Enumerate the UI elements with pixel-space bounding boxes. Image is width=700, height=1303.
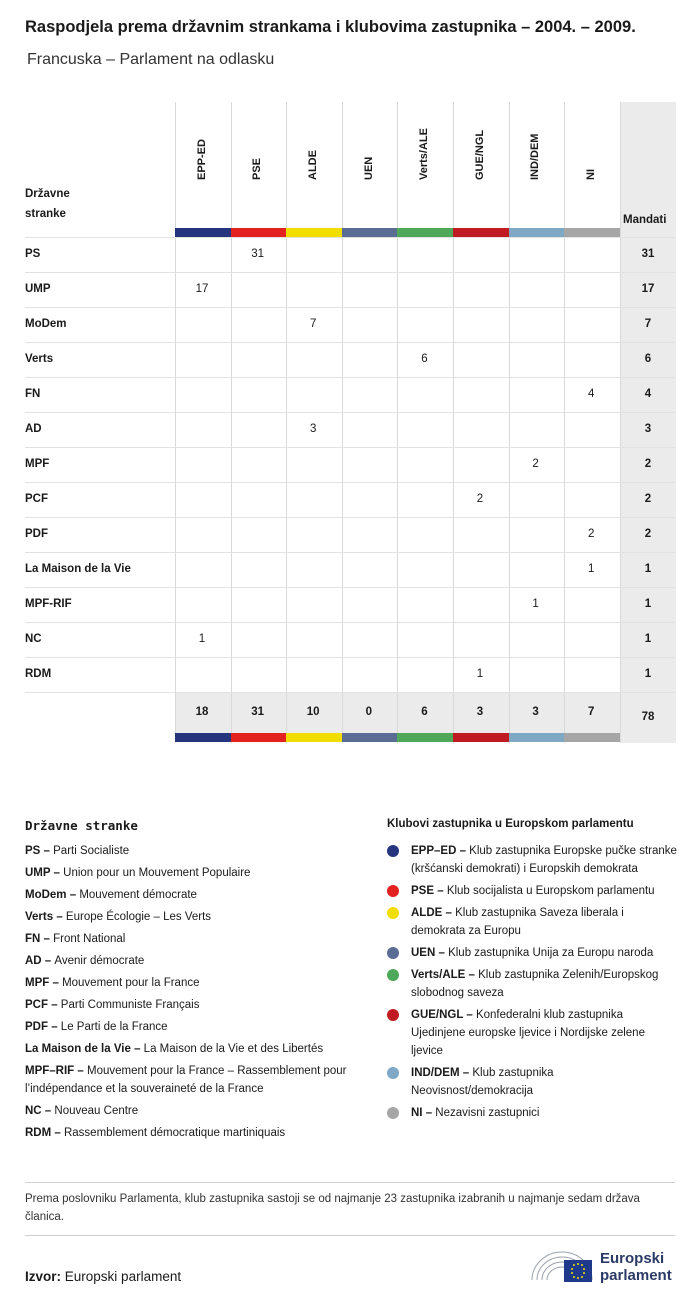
party-name: Mouvement pour la France <box>62 977 200 989</box>
column-total: 3 <box>476 706 484 718</box>
group-name: Klub zastupnika Neovisnost/demokracija <box>411 1067 554 1097</box>
row-party-label: AD <box>25 423 42 435</box>
table-cell: 2 <box>587 528 595 540</box>
row-total: 3 <box>644 423 652 435</box>
group-name: Klub socijalista u Europskom parlamentu <box>446 885 655 897</box>
party-legend-item <box>25 1018 355 1036</box>
grid-hline <box>25 552 675 553</box>
logo-line-2: parlament <box>600 1267 672 1284</box>
column-color-bar-bottom <box>175 733 231 742</box>
party-legend-item <box>25 996 355 1014</box>
grid-vline <box>342 102 343 743</box>
column-total: 10 <box>306 706 320 718</box>
group-legend-item <box>387 944 677 962</box>
row-party-label: Verts <box>25 353 54 365</box>
row-total: 6 <box>644 353 652 365</box>
row-total: 2 <box>644 458 652 470</box>
source-value: Europski parlament <box>64 1269 182 1284</box>
group-abbr: ALDE – <box>411 907 456 919</box>
column-color-bar <box>175 228 231 237</box>
party-name: Avenir démocrate <box>54 955 145 967</box>
table-cell: 1 <box>198 633 206 645</box>
column-color-bar <box>509 228 565 237</box>
party-abbr: PS – <box>25 845 54 857</box>
party-name: Union pour un Mouvement Populaire <box>63 867 251 879</box>
party-legend-item <box>25 886 355 904</box>
grid-hline <box>25 412 675 413</box>
party-abbr: PCF – <box>25 999 61 1011</box>
group-name: Klub zastupnika Saveza liberala i demokrata za Europu <box>411 907 624 937</box>
group-abbr: PSE – <box>411 885 447 897</box>
table-cell: 7 <box>309 318 317 330</box>
group-abbr: UEN – <box>411 947 449 959</box>
column-total: 6 <box>421 706 428 718</box>
group-color-dot-icon <box>387 947 399 959</box>
grid-hline <box>25 447 675 448</box>
row-total: 1 <box>644 563 652 575</box>
grid-vline <box>509 102 510 743</box>
party-name: Nouveau Centre <box>54 1105 139 1117</box>
row-party-label: MPF-RIF <box>25 598 72 610</box>
party-abbr: RDM – <box>25 1127 64 1139</box>
row-header-label: Državne <box>25 188 70 200</box>
groups-legend <box>387 842 677 1126</box>
grid-hline <box>25 482 675 483</box>
chart-subtitle: Francuska – Parlament na odlasku <box>27 51 275 68</box>
logo-line-1: Europski <box>600 1250 665 1267</box>
column-header-epped: EPP-ED <box>195 139 208 180</box>
column-color-bar-bottom <box>453 733 509 742</box>
column-header-inddem: IND/DEM <box>529 133 542 180</box>
group-abbr: NI – <box>411 1107 436 1119</box>
grid-hline <box>25 657 675 658</box>
grid-hline <box>25 307 675 308</box>
grid-hline <box>25 587 675 588</box>
grid-hline <box>25 272 675 273</box>
party-name: Mouvement démocrate <box>79 889 197 901</box>
group-color-dot-icon <box>387 1067 399 1079</box>
column-color-bar-bottom <box>509 733 565 742</box>
group-abbr: EPP–ED – <box>411 845 470 857</box>
row-total: 31 <box>641 248 655 260</box>
table-cell: 1 <box>476 668 484 680</box>
table-cell: 2 <box>476 493 484 505</box>
table-cell: 1 <box>587 563 595 575</box>
group-abbr: IND/DEM – <box>411 1067 473 1079</box>
grid-vline <box>231 102 232 743</box>
row-party-label: PDF <box>25 528 48 540</box>
grid-hline <box>25 517 675 518</box>
party-name: Parti Communiste Français <box>60 999 200 1011</box>
column-total: 31 <box>251 706 264 718</box>
group-abbr: GUE/NGL – <box>411 1009 476 1021</box>
party-legend-item <box>25 974 355 992</box>
group-name: Nezavisni zastupnici <box>435 1107 540 1119</box>
group-color-dot-icon <box>387 845 399 857</box>
divider <box>25 1182 675 1183</box>
chart-title: Raspodjela prema državnim strankama i klubovima zastupnika – 2004. – 2009. <box>25 18 636 36</box>
party-abbr: Verts – <box>25 911 66 923</box>
group-color-dot-icon <box>387 1107 399 1119</box>
party-abbr: MPF–RIF – <box>25 1065 87 1077</box>
column-color-bar <box>397 228 453 237</box>
table-cell: 1 <box>532 598 539 610</box>
divider <box>25 1235 675 1236</box>
grid-hline <box>25 622 675 623</box>
grid-hline <box>25 342 675 343</box>
grid-hline <box>25 377 675 378</box>
row-total: 4 <box>644 388 652 400</box>
group-color-dot-icon <box>387 1009 399 1021</box>
group-legend-item <box>387 882 677 900</box>
party-abbr: NC – <box>25 1105 55 1117</box>
group-legend-item <box>387 1104 677 1122</box>
table-cell: 31 <box>251 248 264 260</box>
row-party-label: FN <box>25 388 41 400</box>
row-party-label: UMP <box>25 283 51 295</box>
grid-vline <box>453 102 454 743</box>
group-legend-item <box>387 1006 677 1060</box>
table-cell: 2 <box>532 458 539 470</box>
row-party-label: MoDem <box>25 318 67 330</box>
party-name: La Maison de la Vie et des Libertés <box>143 1043 324 1055</box>
parties-legend <box>25 842 355 1146</box>
column-color-bar <box>286 228 342 237</box>
group-color-dot-icon <box>387 969 399 981</box>
column-header-vertsale: Verts/ALE <box>418 128 431 180</box>
row-party-label: NC <box>25 633 42 645</box>
party-legend-item <box>25 1062 355 1098</box>
party-name: Rassemblement démocratique martiniquais <box>63 1127 286 1139</box>
column-header-alde: ALDE <box>307 150 319 180</box>
column-color-bar-bottom <box>564 733 620 742</box>
row-total: 1 <box>644 633 652 645</box>
column-header-uen: UEN <box>362 156 375 180</box>
party-legend-item <box>25 864 355 882</box>
group-name: Klub zastupnika Zelenih/Europskog slobodnog saveza <box>411 969 659 999</box>
row-total: 1 <box>644 668 652 680</box>
groups-legend-title: Klubovi zastupnika u Europskom parlamentu <box>387 818 634 830</box>
party-name: Parti Socialiste <box>53 845 130 857</box>
group-abbr: Verts/ALE – <box>411 969 479 981</box>
grid-vline <box>175 102 176 743</box>
party-abbr: FN – <box>25 933 54 945</box>
row-total: 17 <box>641 283 655 295</box>
party-abbr: La Maison de la Vie – <box>25 1043 144 1055</box>
party-legend-item <box>25 908 355 926</box>
row-total: 2 <box>644 528 652 540</box>
logo-text <box>600 1250 672 1284</box>
source-label: Izvor: <box>25 1269 62 1284</box>
row-total: 2 <box>644 493 652 505</box>
grid-vline <box>564 102 565 743</box>
grid-vline <box>397 102 398 743</box>
column-color-bar <box>342 228 398 237</box>
row-party-label: MPF <box>25 458 50 470</box>
group-name: Konfederalni klub zastupnika Ujedinjene europske ljevice i Nordijske zelene ljevice <box>411 1009 645 1057</box>
party-legend-item <box>25 842 355 860</box>
party-name: Europe Écologie – Les Verts <box>65 911 212 923</box>
total-header-label: Mandati <box>623 214 667 226</box>
row-party-label: La Maison de la Vie <box>25 563 131 575</box>
grid-hline <box>25 237 675 238</box>
party-legend-item <box>25 1124 355 1142</box>
group-color-dot-icon <box>387 885 399 897</box>
party-abbr: MoDem – <box>25 889 80 901</box>
group-color-dot-icon <box>387 907 399 919</box>
grand-total: 78 <box>641 711 655 723</box>
column-color-bar-bottom <box>231 733 287 742</box>
party-legend-item <box>25 1040 355 1058</box>
column-header-pse: PSE <box>251 157 264 180</box>
table-cell: 3 <box>309 423 317 435</box>
party-legend-item <box>25 930 355 948</box>
row-party-label: PS <box>25 248 41 260</box>
column-total: 3 <box>532 706 539 718</box>
column-header-ni: NI <box>585 169 597 180</box>
party-name: Mouvement pour la France – Rassemblement pour l’indépendance et la souveraineté de la France <box>25 1065 347 1095</box>
column-total: 18 <box>195 706 209 718</box>
column-color-bar <box>231 228 287 237</box>
column-total: 0 <box>365 706 372 718</box>
group-legend-item <box>387 1064 677 1100</box>
column-total: 7 <box>587 706 595 718</box>
column-color-bar-bottom <box>342 733 398 742</box>
group-name: Klub zastupnika Europske pučke stranke (kršćanski demokrati) i Europskih demokrata <box>411 845 677 875</box>
column-color-bar-bottom <box>286 733 342 742</box>
party-abbr: MPF – <box>25 977 63 989</box>
footnote: Prema poslovniku Parlamenta, klub zastupnika sastoji se od najmanje 23 zastupnika izabranih u najmanje sedam država članica. <box>25 1193 640 1223</box>
party-legend-item <box>25 952 355 970</box>
row-total: 7 <box>644 318 652 330</box>
column-color-bar <box>564 228 620 237</box>
grid-hline <box>25 692 675 693</box>
row-party-label: RDM <box>25 668 52 680</box>
party-abbr: UMP – <box>25 867 64 879</box>
row-header-label: stranke <box>25 208 66 220</box>
column-color-bar-bottom <box>397 733 453 742</box>
group-legend-item <box>387 904 677 940</box>
party-name: Front National <box>53 933 126 945</box>
party-abbr: PDF – <box>25 1021 61 1033</box>
source <box>25 1269 181 1284</box>
table-cell: 17 <box>195 283 209 295</box>
row-party-label: PCF <box>25 493 48 505</box>
party-legend-item <box>25 1102 355 1120</box>
table-cell: 6 <box>421 353 428 365</box>
party-abbr: AD – <box>25 955 55 967</box>
row-total: 1 <box>644 598 652 610</box>
column-header-guengl: GUE/NGL <box>473 129 486 180</box>
group-name: Klub zastupnika Unija za Europu naroda <box>448 947 654 959</box>
group-legend-item <box>387 842 677 878</box>
group-legend-item <box>387 966 677 1002</box>
parties-legend-title: Državne stranke <box>25 818 138 833</box>
table-cell: 4 <box>587 388 595 400</box>
column-color-bar <box>453 228 509 237</box>
party-name: Le Parti de la France <box>60 1021 168 1033</box>
